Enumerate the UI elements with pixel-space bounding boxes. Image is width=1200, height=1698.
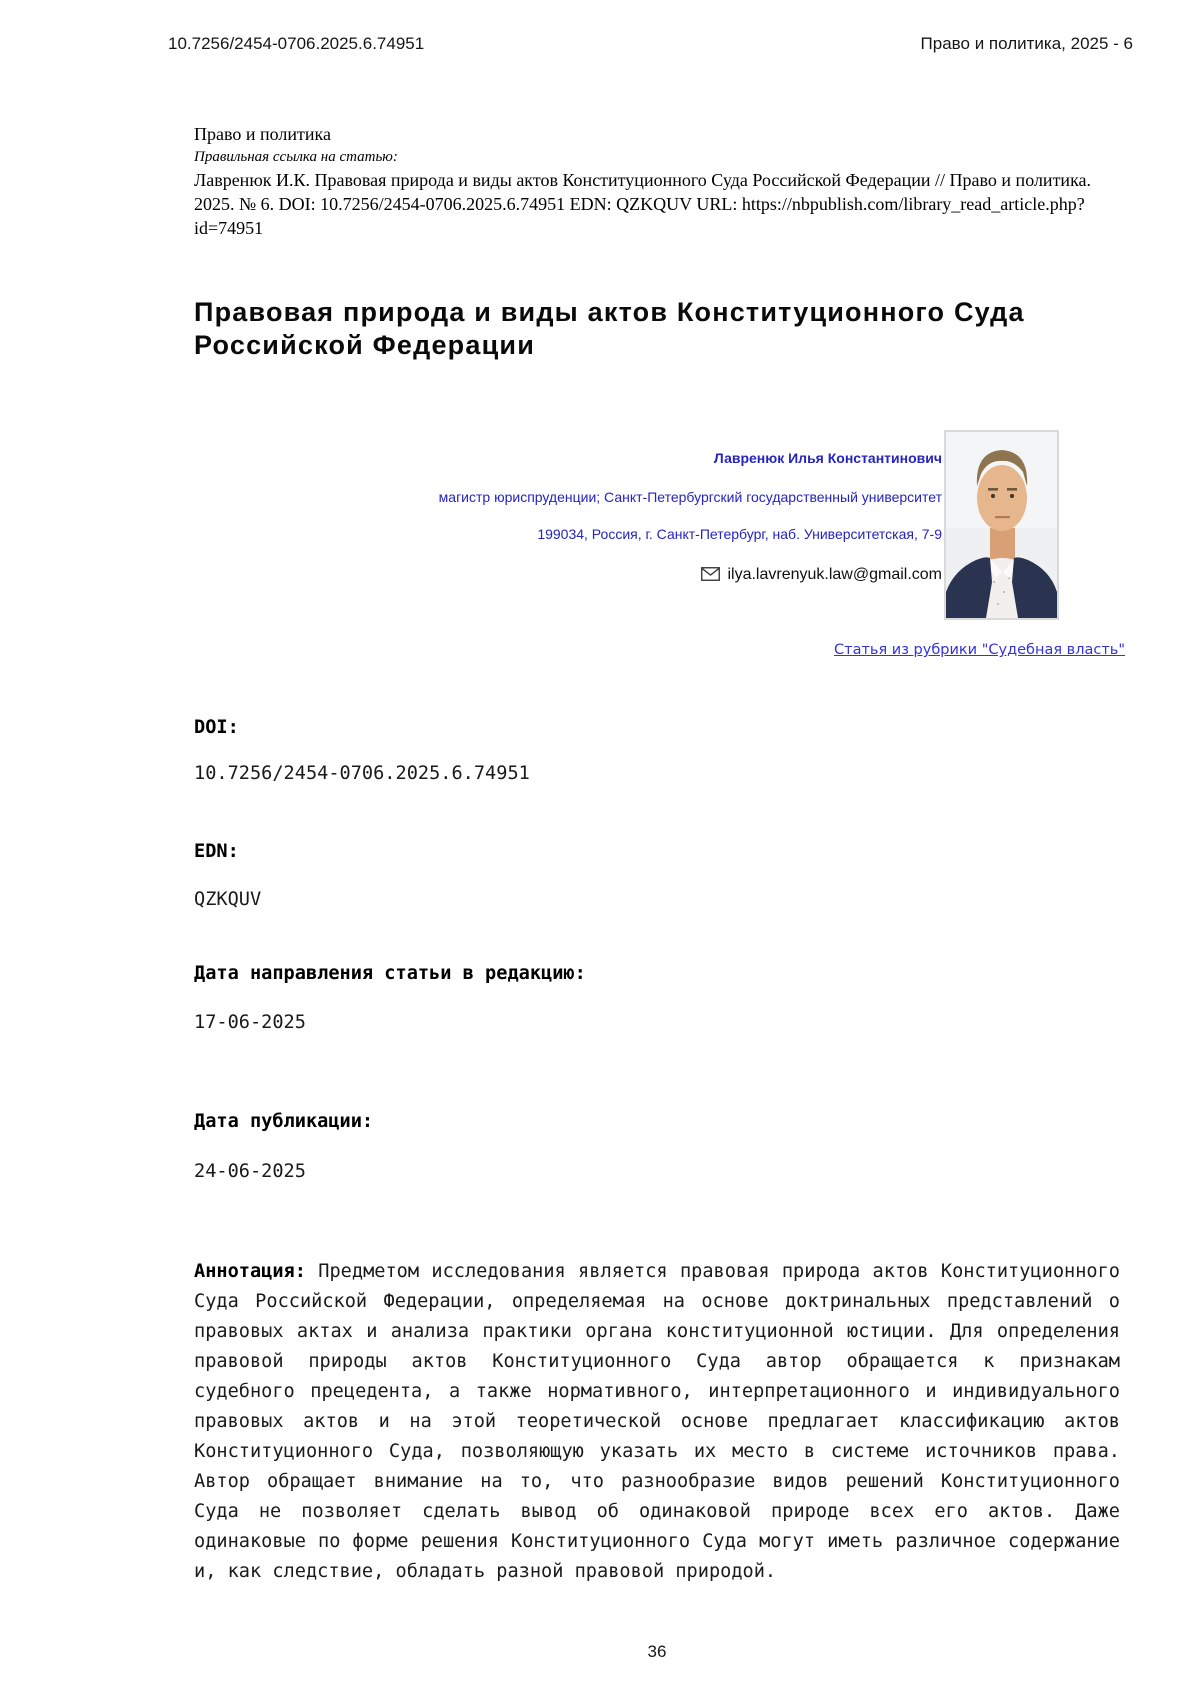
abstract-text: Предметом исследования является правовая природа актов Конституционного Суда Российской Федерации, определяемая на основе доктринальных представлений о правовых актах и анализа практики органа конституционной юстиции. Для определения правовой природы актов Конституционного Суда автор обращается к признакам судебного прецедента, а также нормативного, интерпретационного и индивидуального правовых актов и на этой теоретической основе предлагает классификацию актов Конституционного Суда, позволяющую указать их место в системе источников права. Автор обращает внимание на то, что разнообразие видов решений Конституционного Суда не позволяет сделать вывод об одинаковой природе всех его актов. Даже одинаковые по форме решения Конституционного Суда могут иметь различное содержание и, как следствие, обладать разной правовой природой. — [194, 1261, 1120, 1582]
portrait-image — [946, 432, 1057, 618]
rubric-link[interactable]: Статья из рубрики "Судебная власть" — [834, 642, 1125, 658]
author-email-row — [439, 566, 942, 586]
submission-date-label: Дата направления статьи в редакцию: — [194, 963, 586, 984]
citation-reference-text: Лавренюк И.К. Правовая природа и виды актов Конституционного Суда Российской Федерации // Право и политика. 2025. № 6. DOI: 10.7256/2454-0706.2025.6.74951 EDN: QZKQUV URL: https://nbpublish.com/library_read_article.php?id=74951 — [194, 170, 1092, 238]
header-doi: 10.7256/2454-0706.2025.6.74951 — [168, 34, 425, 53]
edn-label: EDN: — [194, 841, 239, 862]
author-photo — [944, 430, 1059, 620]
author-block — [439, 450, 942, 586]
doi-value: 10.7256/2454-0706.2025.6.74951 — [194, 763, 530, 784]
publication-date-value: 24-06-2025 — [194, 1161, 306, 1182]
running-header — [168, 34, 1133, 54]
header-journal-issue: Право и политика, 2025 - 6 — [920, 34, 1133, 53]
doi-label: DOI: — [194, 717, 239, 738]
citation-block — [194, 122, 1114, 240]
submission-date-value: 17-06-2025 — [194, 1012, 306, 1033]
page-number: 36 — [647, 1642, 667, 1661]
publication-date-label: Дата публикации: — [194, 1111, 374, 1132]
citation-reference-label: Правильная ссылка на статью: — [194, 149, 398, 165]
edn-value: QZKQUV — [194, 889, 262, 910]
citation-journal-name: Право и политика — [194, 124, 331, 144]
article-title: Правовая природа и виды актов Конституционного Суда Российской Федерации — [194, 297, 1025, 360]
author-affiliation: магистр юриспруденции; Санкт-Петербургский государственный университет — [438, 489, 942, 505]
envelope-icon — [701, 567, 720, 586]
author-name: Лавренюк Илья Константинович — [713, 450, 942, 466]
abstract-label: Аннотация: — [194, 1261, 306, 1282]
author-email-link[interactable]: ilya.lavrenyuk.law@gmail.com — [727, 566, 942, 583]
abstract-block — [194, 1257, 1120, 1587]
author-address: 199034, Россия, г. Санкт-Петербург, наб. Университетская, 7-9 — [537, 526, 942, 542]
